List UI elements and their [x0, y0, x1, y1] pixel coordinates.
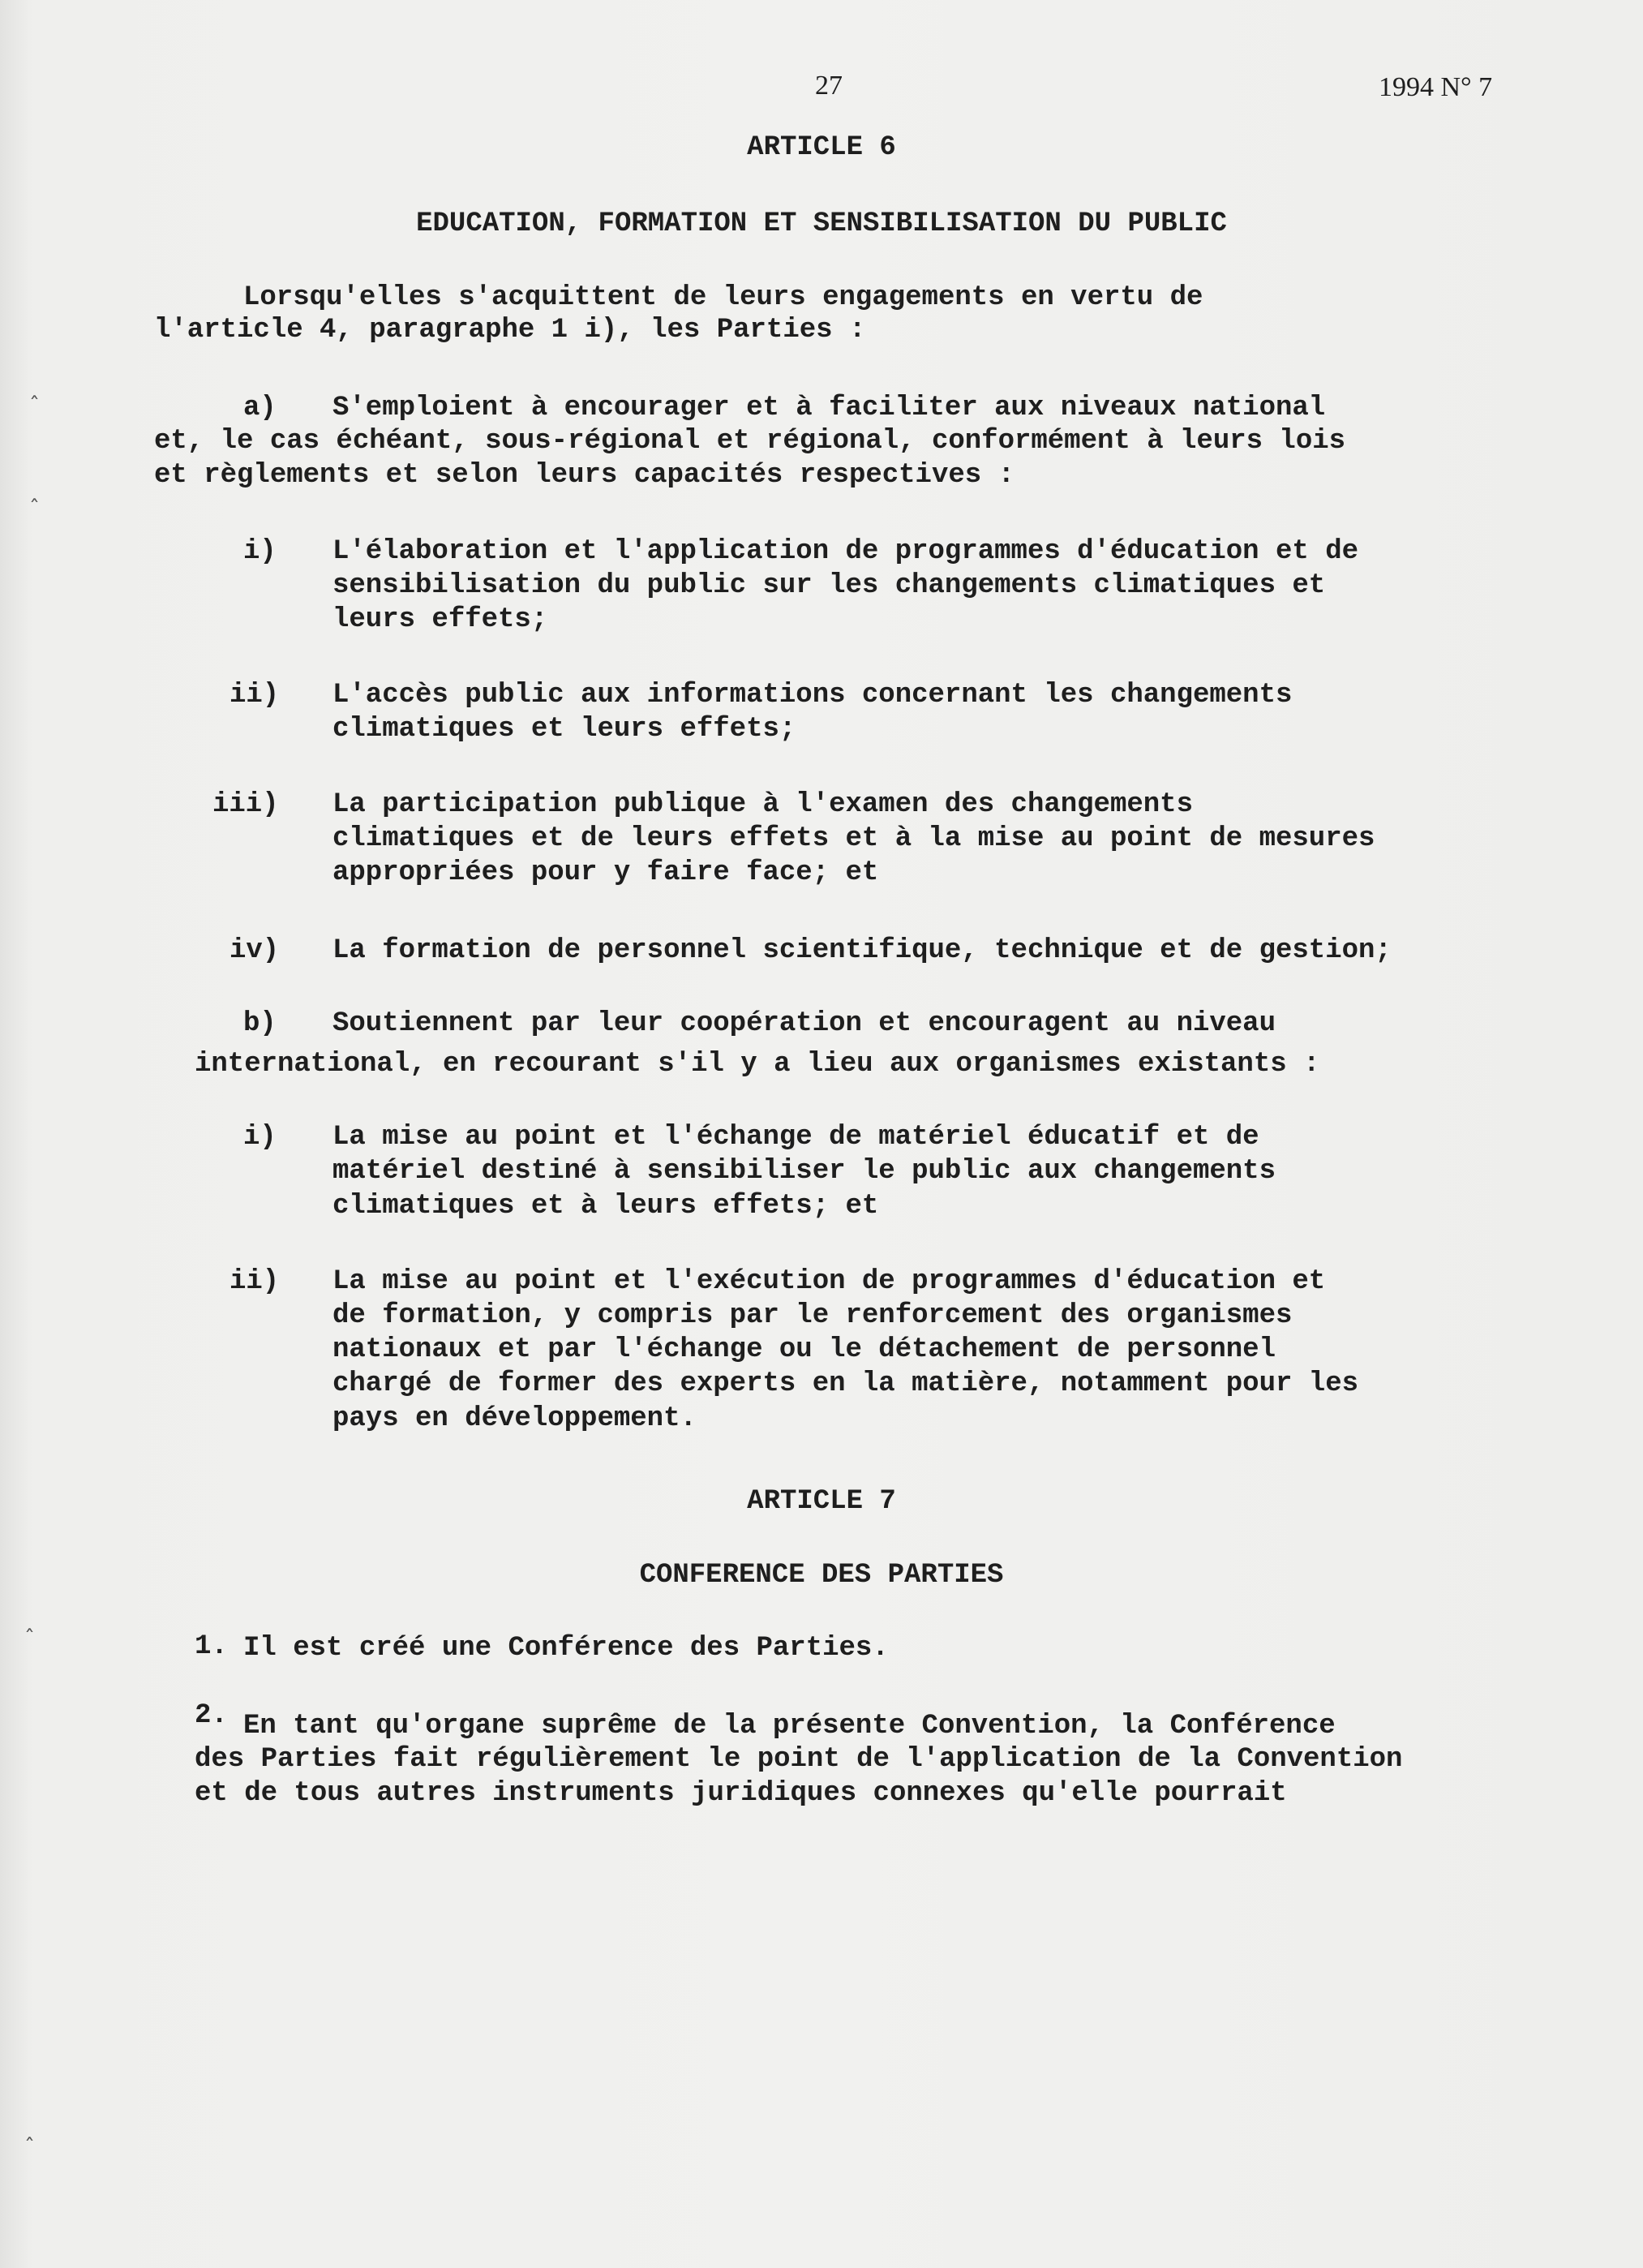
margin-mark: ˆ	[29, 496, 40, 521]
intro-line: Lorsqu'elles s'acquittent de leurs engagements en vertu de	[243, 282, 1203, 313]
item-label: 2.	[195, 1700, 228, 1731]
paragraph-line: En tant qu'organe suprême de la présente Convention, la Conférence	[243, 1711, 1336, 1742]
item-label: ii)	[230, 680, 280, 711]
margin-mark: ˆ	[29, 393, 40, 418]
paragraph-line: Il est créé une Conférence des Parties.	[243, 1633, 889, 1664]
paragraph-line: climatiques et à leurs effets; et	[332, 1191, 879, 1222]
paragraph-line: L'accès public aux informations concernant les changements	[332, 680, 1293, 711]
paragraph-line: pays en développement.	[332, 1403, 697, 1434]
intro-line: l'article 4, paragraphe 1 i), les Parties :	[154, 315, 866, 346]
paragraph-line: climatiques et leurs effets;	[332, 714, 796, 745]
paragraph-line: Soutiennent par leur coopération et encouragent au niveau	[332, 1008, 1276, 1039]
paragraph-line: appropriées pour y faire face; et	[332, 857, 879, 888]
paragraph-line: sensibilisation du public sur les changements climatiques et	[332, 570, 1326, 601]
item-label: a)	[243, 393, 277, 423]
paragraph-line: matériel destiné à sensibiliser le public aux changements	[332, 1156, 1276, 1187]
paragraph-line: La mise au point et l'échange de matériel éducatif et de	[332, 1122, 1259, 1153]
paragraph-line: S'emploient à encourager et à faciliter aux niveaux national	[332, 393, 1326, 423]
paragraph-line: chargé de former des experts en la matière, notamment pour les	[332, 1368, 1359, 1399]
page-number: 27	[815, 71, 843, 101]
paragraph-line: et de tous autres instruments juridiques connexes qu'elle pourrait	[195, 1778, 1287, 1809]
paragraph-line: et, le cas échéant, sous-régional et régional, conformément à leurs lois	[154, 426, 1346, 457]
paragraph-line: La mise au point et l'exécution de programmes d'éducation et	[332, 1266, 1326, 1297]
article-6-title: ARTICLE 6	[747, 132, 896, 163]
item-label: i)	[243, 1122, 277, 1153]
item-label: i)	[243, 536, 277, 567]
paragraph-line: nationaux et par l'échange ou le détachement de personnel	[332, 1334, 1276, 1365]
paragraph-line: leurs effets;	[332, 604, 548, 635]
issue-label: 1994 N° 7	[1379, 72, 1493, 102]
paragraph-line: et règlements et selon leurs capacités respectives :	[154, 460, 1015, 491]
item-label: iii)	[212, 789, 279, 820]
margin-mark: ˆ	[24, 2135, 35, 2159]
paragraph-line: La participation publique à l'examen des changements	[332, 789, 1193, 820]
paragraph-line: La formation de personnel scientifique, technique et de gestion;	[332, 935, 1392, 966]
article-6-subtitle: EDUCATION, FORMATION ET SENSIBILISATION DU PUBLIC	[416, 208, 1227, 239]
paragraph-line: de formation, y compris par le renforcement des organismes	[332, 1300, 1293, 1331]
item-label: ii)	[230, 1266, 280, 1297]
paragraph-line: climatiques et de leurs effets et à la mise au point de mesures	[332, 823, 1375, 854]
article-7-subtitle: CONFERENCE DES PARTIES	[639, 1560, 1004, 1591]
margin-mark: ˆ	[24, 1626, 35, 1651]
article-7-title: ARTICLE 7	[747, 1486, 896, 1517]
paragraph-line: des Parties fait régulièrement le point de l'application de la Convention	[195, 1744, 1403, 1775]
paragraph-line: international, en recourant s'il y a lieu aux organismes existants :	[195, 1049, 1320, 1080]
item-label: b)	[243, 1008, 277, 1039]
item-label: iv)	[230, 935, 280, 966]
paragraph-line: L'élaboration et l'application de programmes d'éducation et de	[332, 536, 1359, 567]
item-label: 1.	[195, 1631, 228, 1662]
